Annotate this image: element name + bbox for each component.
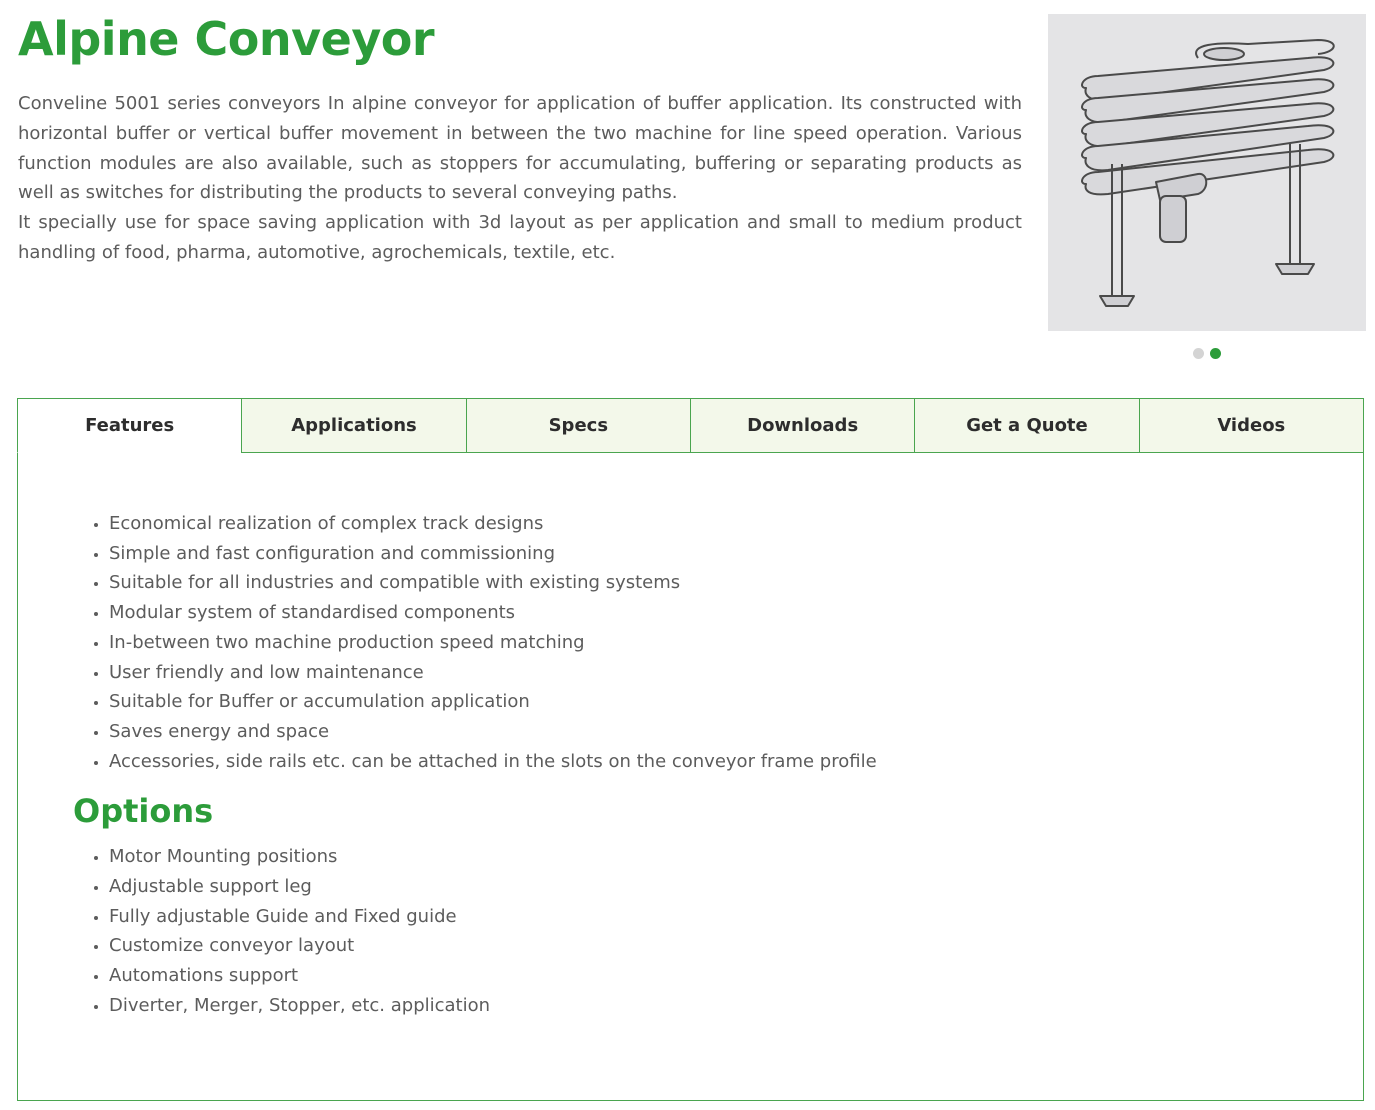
description-paragraph: It specially use for space saving application with 3d layout as per application and small to medium product handling of food, pharma, automotive, agrochemicals, textile, etc. bbox=[18, 212, 1022, 263]
alpine-conveyor-drawing-icon bbox=[1048, 14, 1366, 331]
list-item: • Suitable for all industries and compatible with existing systems bbox=[109, 568, 1333, 598]
list-item: • Modular system of standardised components bbox=[109, 598, 1333, 628]
slider-pagination bbox=[1193, 348, 1221, 359]
features-list bbox=[73, 509, 1333, 776]
slider-dot[interactable] bbox=[1193, 348, 1204, 359]
list-item: • Accessories, side rails etc. can be attached in the slots on the conveyor frame profile bbox=[109, 747, 1333, 777]
tab-get-a-quote[interactable]: Get a Quote bbox=[914, 398, 1139, 453]
tab-specs[interactable]: Specs bbox=[466, 398, 691, 453]
features-panel bbox=[73, 509, 1333, 1021]
description-paragraph: Conveline 5001 series conveyors In alpine conveyor for application of buffer application. Its constructed with horizontal buffer or vertical buffer movement in between the two machine for line speed operation. Various function modules are also available, such as stoppers for accumulating, buffering or separating products as well as switches for distributing the products to several conveying paths. bbox=[18, 93, 1022, 204]
tab-features[interactable]: Features bbox=[17, 398, 242, 453]
slider-dot-active[interactable] bbox=[1210, 348, 1221, 359]
list-item: • Motor Mounting positions bbox=[109, 842, 1333, 872]
list-item: • In-between two machine production speed matching bbox=[109, 628, 1333, 658]
options-heading: Options bbox=[73, 792, 214, 831]
tab-videos[interactable]: Videos bbox=[1139, 398, 1364, 453]
list-item: • Simple and fast configuration and commissioning bbox=[109, 539, 1333, 569]
product-description bbox=[18, 89, 1022, 268]
tab-applications[interactable]: Applications bbox=[241, 398, 466, 453]
list-item: • Adjustable support leg bbox=[109, 872, 1333, 902]
options-list bbox=[73, 842, 1333, 1020]
list-item: • Automations support bbox=[109, 961, 1333, 991]
product-tabs bbox=[17, 398, 1364, 1101]
list-item: • User friendly and low maintenance bbox=[109, 658, 1333, 688]
page-title: Alpine Conveyor bbox=[18, 12, 435, 66]
list-item: • Diverter, Merger, Stopper, etc. application bbox=[109, 991, 1333, 1021]
list-item: • Saves energy and space bbox=[109, 717, 1333, 747]
product-image-slider[interactable] bbox=[1048, 14, 1366, 331]
tab-downloads[interactable]: Downloads bbox=[690, 398, 915, 453]
tab-bar bbox=[17, 398, 1364, 453]
list-item: • Economical realization of complex track designs bbox=[109, 509, 1333, 539]
list-item: • Suitable for Buffer or accumulation application bbox=[109, 687, 1333, 717]
list-item: • Fully adjustable Guide and Fixed guide bbox=[109, 902, 1333, 932]
list-item: • Customize conveyor layout bbox=[109, 931, 1333, 961]
